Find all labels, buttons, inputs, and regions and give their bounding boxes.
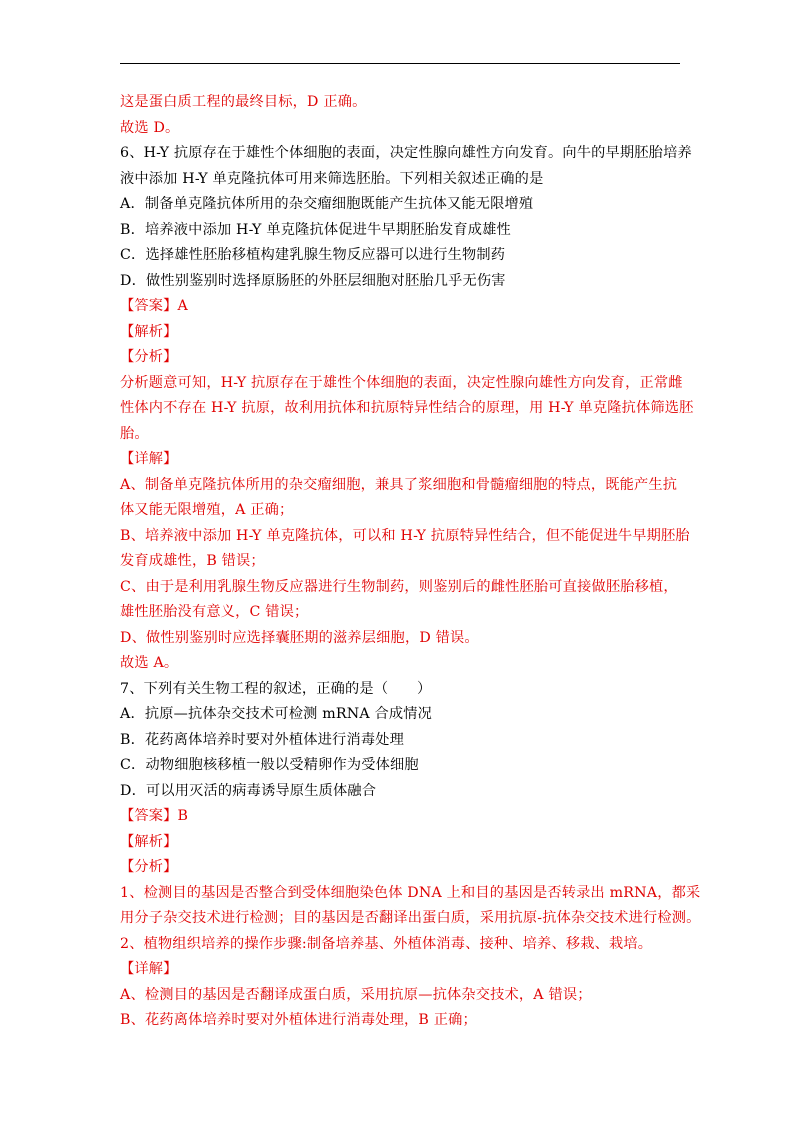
question-text-line: C．选择雄性胚胎移植构建乳腺生物反应器可以进行生物制药 xyxy=(120,247,506,263)
document-body xyxy=(120,90,701,1034)
answer-text-line: 【详解】 xyxy=(120,451,178,467)
question-text-line: A．制备单克隆抗体所用的杂交瘤细胞既能产生抗体又能无限增殖 xyxy=(120,196,534,212)
answer-text-line: 【解析】 xyxy=(120,323,178,340)
question-text-line: 7、下列有关生物工程的叙述，正确的是（ ） xyxy=(120,680,432,697)
header-rule xyxy=(120,63,680,64)
answer-text-line: C、由于是利用乳腺生物反应器进行生物制药，则鉴别后的雌性胚胎可直接做胚胎移植， xyxy=(120,578,678,595)
answer-text-line: 这是蛋白质工程的最终目标，D 正确。 xyxy=(120,94,367,110)
answer-text-line: 1、检测目的基因是否整合到受体细胞染色体 DNA 上和目的基因是否转录出 mRNA，都采 xyxy=(120,884,701,901)
answer-text-line: 胎。 xyxy=(120,425,149,442)
answer-text-line: 【分析】 xyxy=(120,349,178,365)
answer-text-line: 雄性胚胎没有意义，C 错误； xyxy=(120,604,309,620)
question-text-line: B．培养液中添加 H-Y 单克隆抗体促进牛早期胚胎发育成雄性 xyxy=(120,221,511,238)
question-text-line: 6、H-Y 抗原存在于雄性个体细胞的表面，决定性腺向雄性方向发育。向牛的早期胚胎培养 xyxy=(120,145,692,161)
answer-text-line: 【分析】 xyxy=(120,859,178,875)
answer-text-line: D、做性别鉴别时应选择囊胚期的滋养层细胞，D 错误。 xyxy=(120,629,479,646)
answer-text-line: B、花药离体培养时要对外植体进行消毒处理，B 正确； xyxy=(120,1012,477,1028)
answer-text-line: 【答案】A xyxy=(120,298,188,314)
answer-text-line: A、制备单克隆抗体所用的杂交瘤细胞，兼具了浆细胞和骨髓瘤细胞的特点，既能产生抗 xyxy=(120,476,678,493)
answer-text-line: 体又能无限增殖，A 正确； xyxy=(120,502,294,518)
question-text-line: 液中添加 H-Y 单克隆抗体可用来筛选胚胎。下列相关叙述正确的是 xyxy=(120,170,544,187)
question-text-line: D．做性别鉴别时选择原肠胚的外胚层细胞对胚胎几乎无伤害 xyxy=(120,272,506,289)
answer-text-line: A、检测目的基因是否翻译成蛋白质，采用抗原—抗体杂交技术，A 错误； xyxy=(120,986,592,1003)
question-text-line: C．动物细胞核移植一般以受精卵作为受体细胞 xyxy=(120,757,419,773)
answer-text-line: 【解析】 xyxy=(120,833,178,850)
answer-text-line: 【答案】B xyxy=(120,808,189,824)
question-text-line: B．花药离体培养时要对外植体进行消毒处理 xyxy=(120,731,404,748)
answer-text-line: 用分子杂交技术进行检测；目的基因是否翻译出蛋白质，采用抗原-抗体杂交技术进行检测。 xyxy=(120,910,701,926)
answer-text-line: B、培养液中添加 H-Y 单克隆抗体，可以和 H-Y 抗原特异性结合，但不能促进牛早期胚胎 xyxy=(120,527,690,544)
answer-text-line: 2、植物组织培养的操作步骤:制备培养基、外植体消毒、接种、培养、移栽、栽培。 xyxy=(120,935,653,952)
answer-text-line: 发育成雄性，B 错误； xyxy=(120,553,265,569)
answer-text-line: 性体内不存在 H-Y 抗原，故利用抗体和抗原特异性结合的原理，用 H-Y 单克隆抗体筛选胚 xyxy=(120,400,694,416)
answer-text-line: 分析题意可知，H-Y 抗原存在于雄性个体细胞的表面，决定性腺向雄性方向发育，正常雌 xyxy=(120,374,683,391)
answer-text-line: 故选 A。 xyxy=(120,655,179,671)
answer-text-line: 【详解】 xyxy=(120,961,178,977)
question-text-line: A．抗原—抗体杂交技术可检测 mRNA 合成情况 xyxy=(120,706,433,722)
answer-text-line: 故选 D。 xyxy=(120,119,180,136)
question-text-line: D．可以用灭活的病毒诱导原生质体融合 xyxy=(120,782,377,799)
